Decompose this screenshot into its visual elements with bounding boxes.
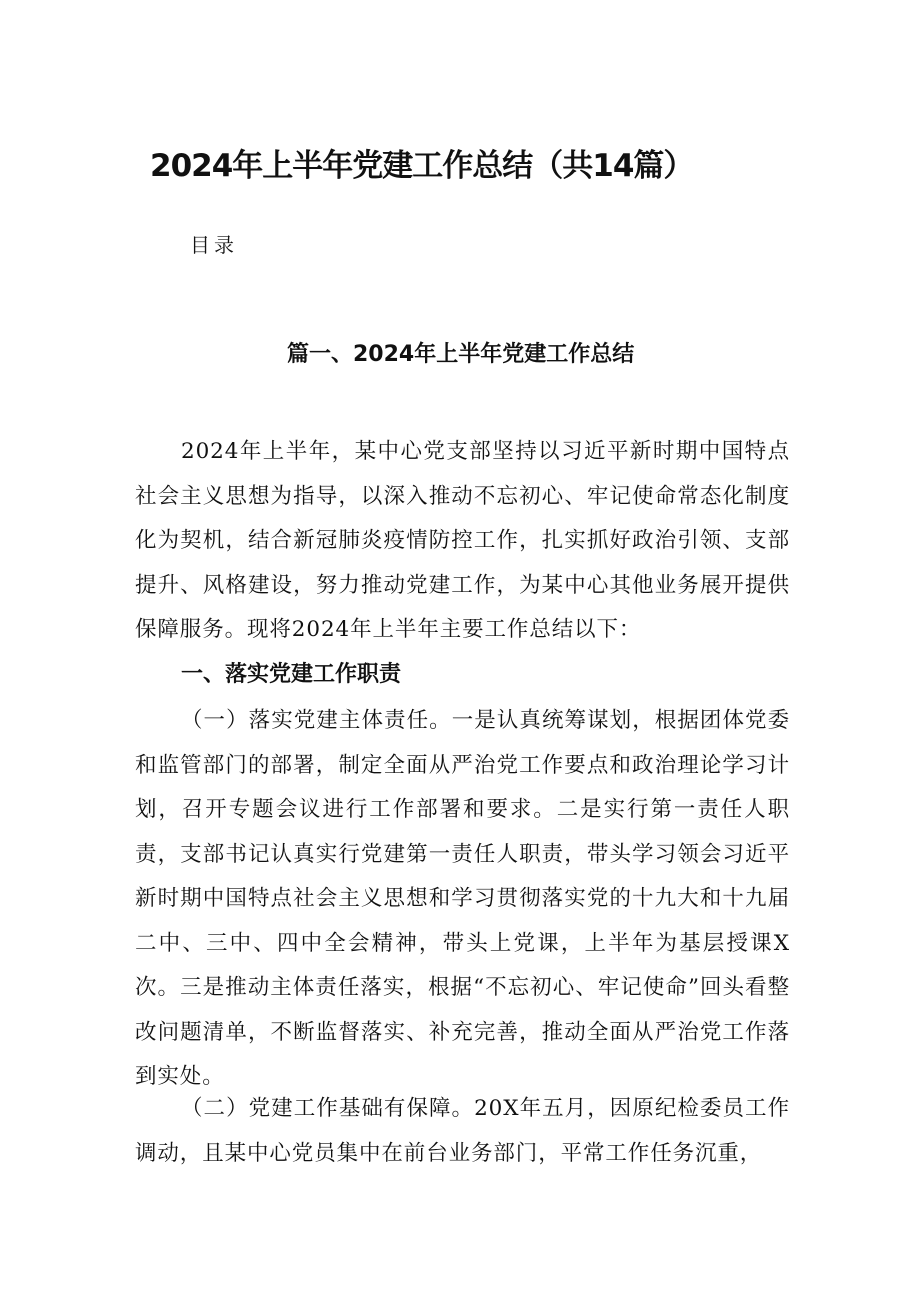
paragraph-1: （一）落实党建主体责任。一是认真统筹谋划，根据团体党委和监管部门的部署，制定全面从严治党工作要点和政治理论学习计划，召开专题会议进行工作部署和要求。二是实行第一责任人职责，支部书记认真实行党建第一责任人职责，带头学习领会习近平新时期中国特点社会主义思想和学习贯彻落实党的十九大和十九届二中、三中、四中全会精神，带头上党课，上半年为基层授课X次。三是推动主体责任落实，根据“不忘初心、牢记使命”回头看整改问题清单，不断监督落实、补充完善，推动全面从严治党工作落到实处。 (135, 708, 790, 1089)
paragraph-2: （二）党建工作基础有保障。20X年五月，因原纪检委员工作调动，且某中心党员集中在前台业务部门，平常工作任务沉重， (135, 1096, 790, 1166)
intro-paragraph: 2024年上半年，某中心党支部坚持以习近平新时期中国特点社会主义思想为指导，以深入推动不忘初心、牢记使命常态化制度化为契机，结合新冠肺炎疫情防控工作，扎实抓好政治引领、支部提升、风格建设，努力推动党建工作，为某中心其他业务展开提供保障服务。现将2024年上半年主要工作总结以下： (135, 439, 790, 642)
document-title: 2024年上半年党建工作总结（共14篇） (150, 148, 694, 184)
table-of-contents-label: 目录 (190, 233, 238, 257)
section-title: 篇一、2024年上半年党建工作总结 (287, 342, 635, 367)
heading-1: 一、落实党建工作职责 (181, 662, 402, 687)
